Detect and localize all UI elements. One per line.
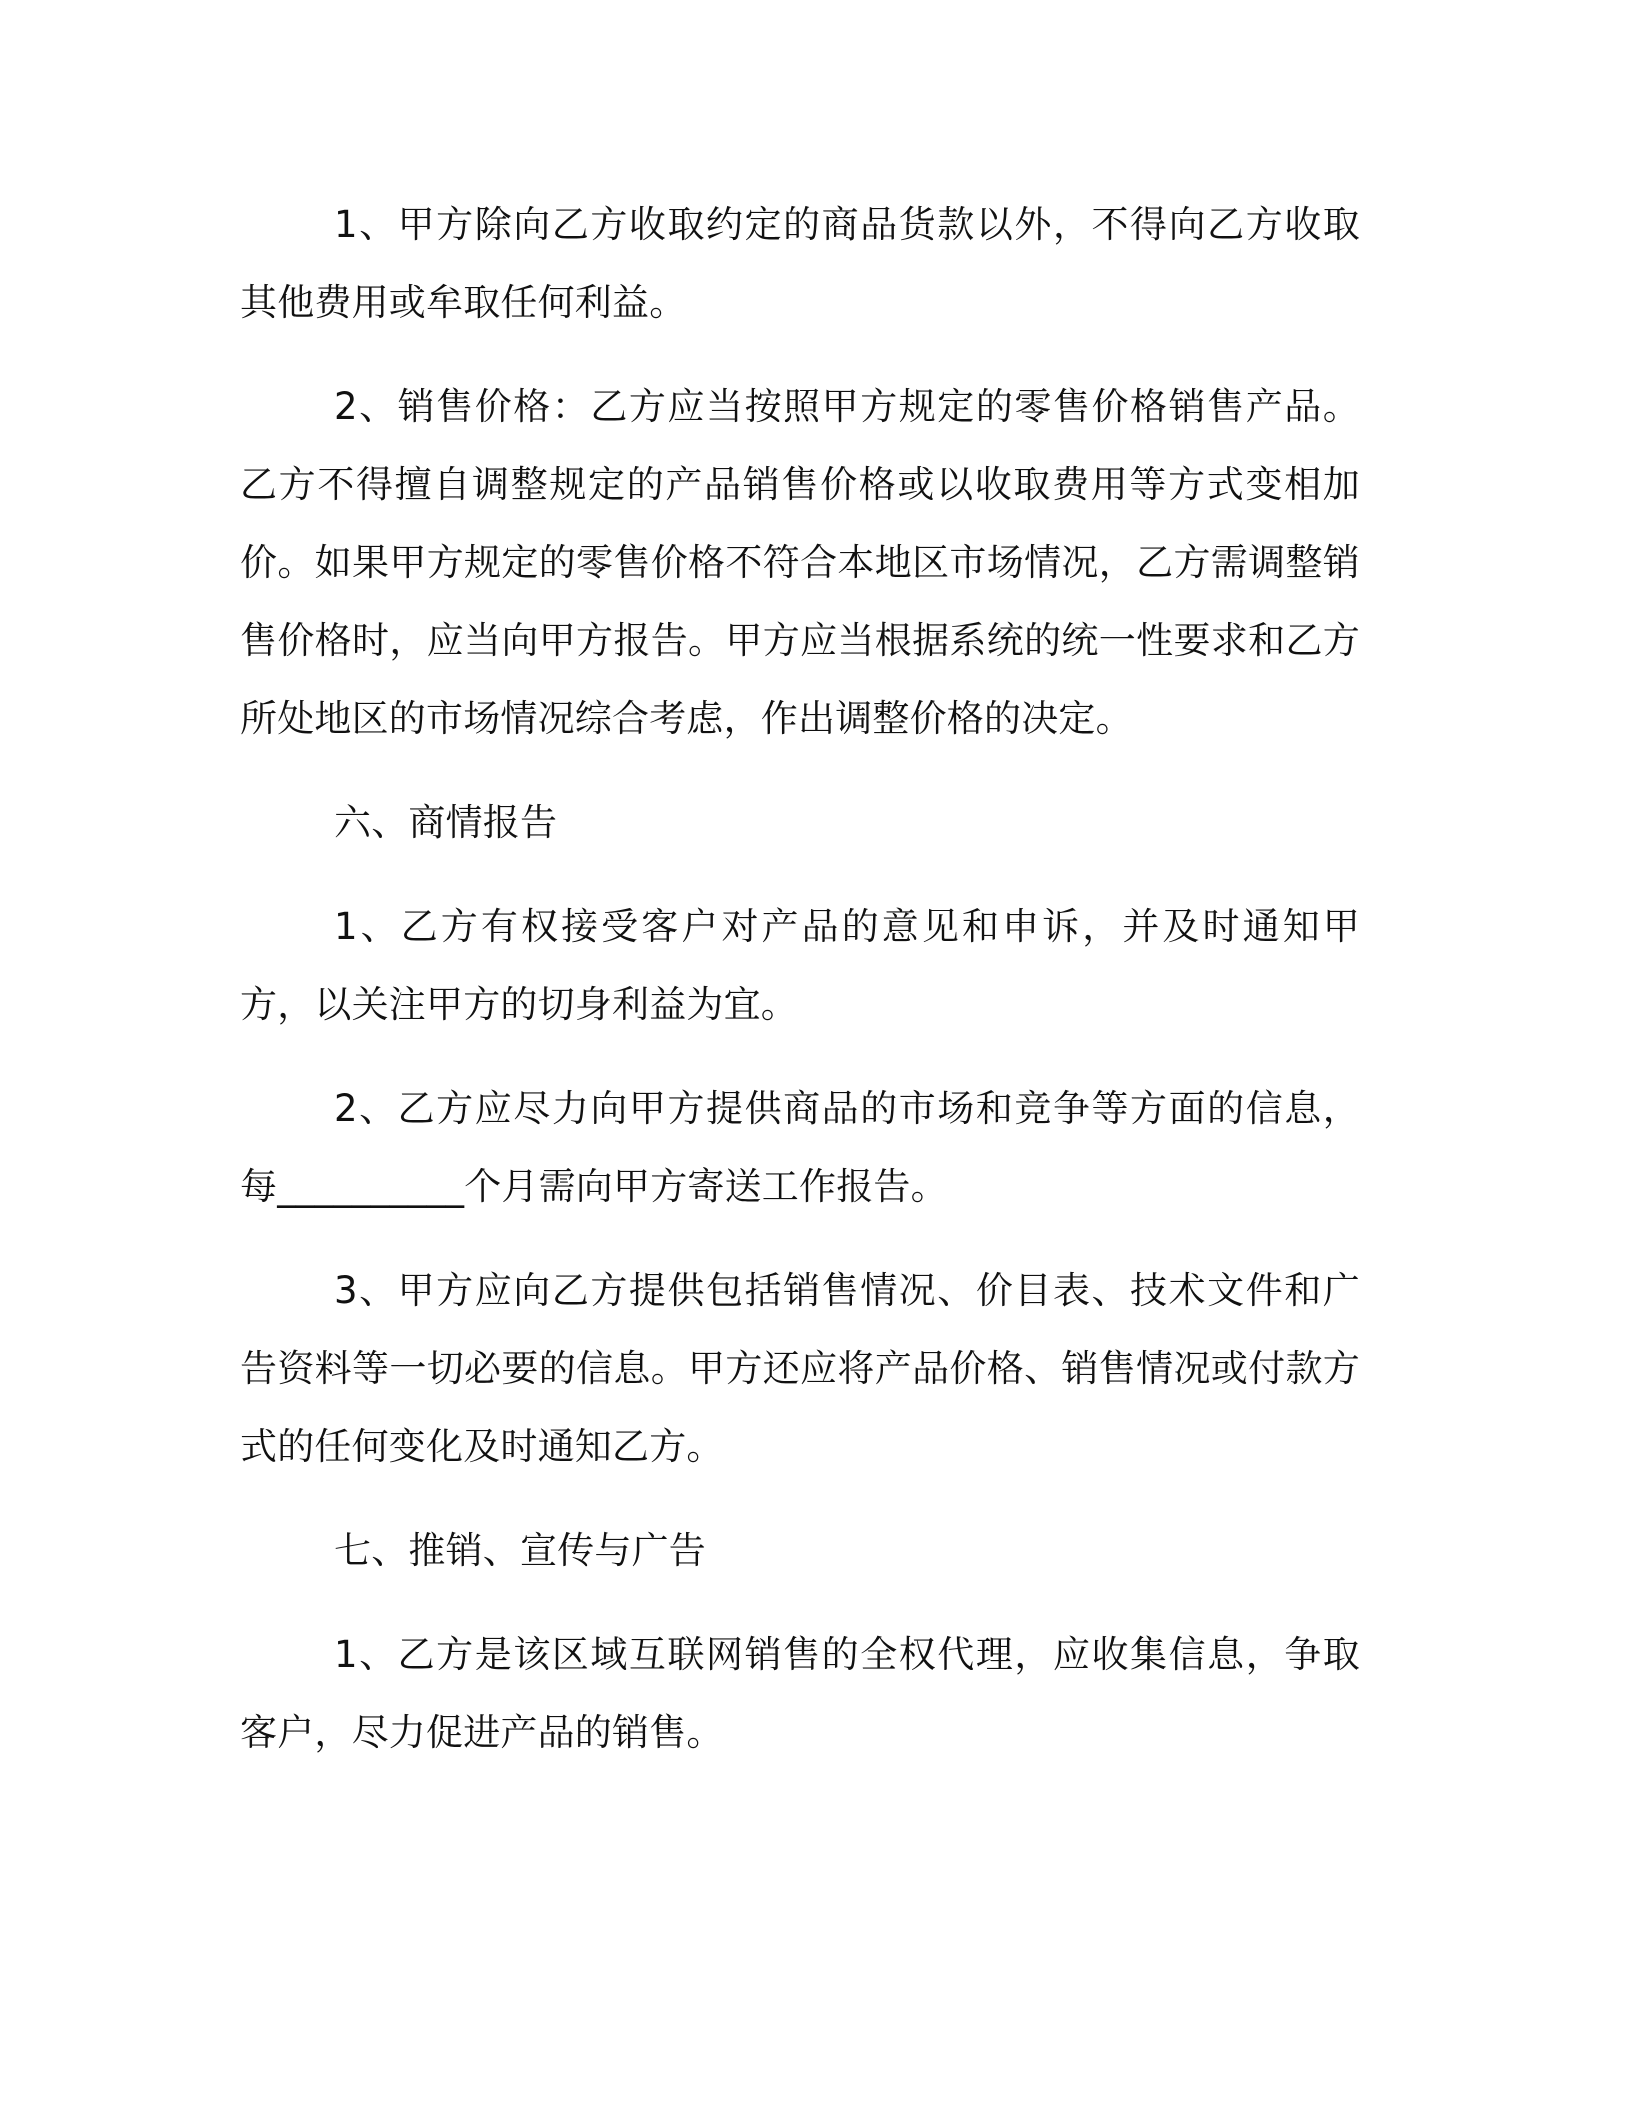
clause-7-1: 1、乙方是该区域互联网销售的全权代理，应收集信息，争取客户，尽力促进产品的销售。 [240, 1633, 1360, 1754]
document-body [240, 186, 1360, 1798]
clause-5-1: 1、甲方除向乙方收取约定的商品货款以外，不得向乙方收取其他费用或牟取任何利益。 [240, 203, 1360, 324]
clause-6-2: 2、乙方应尽力向甲方提供商品的市场和竞争等方面的信息，每__________个月需向甲方寄送工作报告。 [240, 1087, 1360, 1208]
clause-5-2: 2、销售价格：乙方应当按照甲方规定的零售价格销售产品。乙方不得擅自调整规定的产品销售价格或以收取费用等方式变相加价。如果甲方规定的零售价格不符合本地区市场情况，乙方需调整销售价格时，应当向甲方报告。甲方应当根据系统的统一性要求和乙方所处地区的市场情况综合考虑，作出调整价格的决定。 [240, 385, 1360, 740]
section-6-heading: 六、商情报告 [334, 801, 558, 844]
clause-6-1: 1、乙方有权接受客户对产品的意见和申诉，并及时通知甲方，以关注甲方的切身利益为宜。 [240, 905, 1360, 1026]
clause-6-3: 3、甲方应向乙方提供包括销售情况、价目表、技术文件和广告资料等一切必要的信息。甲方还应将产品价格、销售情况或付款方式的任何变化及时通知乙方。 [240, 1269, 1360, 1468]
section-7-heading: 七、推销、宣传与广告 [334, 1529, 706, 1572]
